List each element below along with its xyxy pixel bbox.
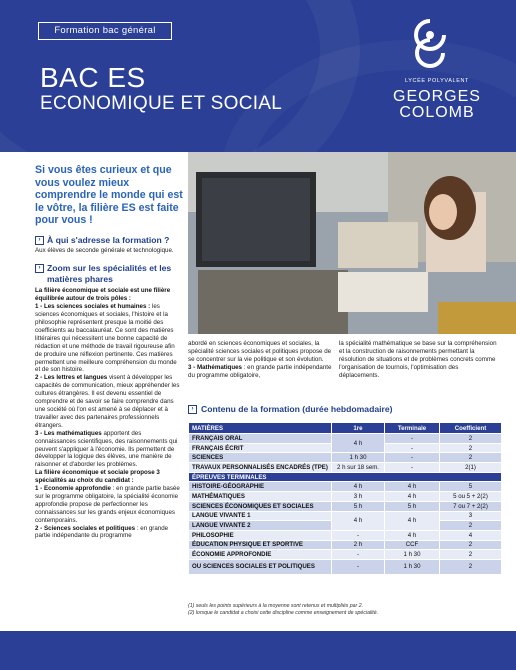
footnote-2: (2) lorsque le candidat a choisi cette discipline comme enseignement de spécialité. [188, 610, 379, 617]
table-row: HISTOIRE-GÉOGRAPHIE 4 h 4 h 5 [189, 482, 502, 492]
table-row: TRAVAUX PERSONNALISÉS ENCADRÉS (TPE) 2 h sur 18 sem. - 2(1) [189, 463, 502, 473]
page-title: BAC ES [40, 62, 146, 93]
page-subtitle: ECONOMIQUE ET SOCIAL [40, 93, 283, 114]
table-title: › Contenu de la formation (durée hebdomadaire) [188, 404, 392, 414]
students-photo [188, 152, 516, 334]
col-header-terminale: Terminale [385, 423, 440, 434]
left-column [35, 164, 183, 540]
table-row: MATHÉMATIQUES 3 h 4 h 5 ou 5 + 2(2) [189, 492, 502, 502]
table-row: OU SCIENCES SOCIALES ET POLITIQUES - 1 h 30 2 [189, 559, 502, 574]
table-row: PHILOSOPHIE - 4 h 4 [189, 530, 502, 540]
col-header-premiere: 1re [332, 423, 385, 434]
table-footnotes [188, 603, 508, 617]
logo-name-line2: COLOMB [399, 104, 475, 121]
arrow-box-icon: › [35, 264, 44, 273]
arrow-box-icon: › [188, 405, 197, 414]
footnote-1: (1) seuls les points supérieurs à la moyenne sont retenus et multipliés par 2. [188, 603, 364, 609]
section-heading-audience: › À qui s'adresse la formation ? [35, 235, 183, 246]
school-logo-icon [413, 18, 447, 70]
col-header-coefficient: Coefficient [440, 423, 502, 434]
table-row: SCIENCES 1 h 30 - 2 [189, 453, 502, 463]
header-banner [0, 0, 516, 152]
table-row: FRANÇAIS ÉCRIT - 2 [189, 443, 502, 453]
logo-subtitle: LYCÉE POLYVALENT [404, 78, 469, 84]
footer-band [0, 631, 516, 670]
section-heading-specialties: › Zoom sur les spécialités et les matières phares [35, 263, 183, 284]
table-header-row [189, 423, 502, 434]
curriculum-table [188, 422, 502, 575]
middle-column-text: abordé en sciences économiques et sociales, la spécialité sciences sociales et politiques propose de se concentrer sur la vie politique et son évolution. 3 - Mathématiques : en grande partie indépendante du programme obligatoire, [188, 340, 332, 379]
formation-badge: Formation bac général [38, 22, 172, 40]
table-row: LANGUE VIVANTE 1 4 h 4 h 3 [189, 511, 502, 521]
table-row: FRANÇAIS ORAL 4 h - 2 [189, 434, 502, 444]
right-column-text: la spécialité mathématique se base sur la compréhension et la construction de raisonnements permettant la résolution de situations et de problèmes concrets comme l'organisation de tournois, l'optimisation des déplacements. [339, 340, 497, 379]
table-row: ÉCONOMIE APPROFONDIE - 1 h 30 2 [189, 550, 502, 560]
table-row: SCIENCES ÉCONOMIQUES ET SOCIALES 5 h 5 h 7 ou 7 + 2(2) [189, 501, 502, 511]
arrow-box-icon: › [35, 236, 44, 245]
lead-paragraph: Si vous êtes curieux et que vous voulez mieux comprendre le monde qui est le vôtre, la filière ES est faite pour vous ! [35, 164, 183, 227]
table-row: ÉDUCATION PHYSIQUE ET SPORTIVE 2 h CCF 2 [189, 540, 502, 550]
table-row: LANGUE VIVANTE 2 2 [189, 521, 502, 531]
audience-text: Aux élèves de seconde générale et technologique. [35, 247, 174, 255]
col-header-subjects: MATIÈRES [189, 423, 332, 434]
specialties-text: La filière économique et sociale est une filière équilibrée autour de trois pôles : 1 - Les sciences sociales et humaines : les sciences économiques et sociales, l'histoire et la philosophie représentent presque la moitié des coefficients au baccalauréat. Ce sont des matières littéraires qui nécessitent une bonne capacité de rédaction et une méthode de travail rigoureuse afin de produire une réflexion pertinente. Ces matières permettent une meilleure compréhension du monde et de son histoire. 2 - Les lettres et langues visent à développer les capacités de communication, mieux appréhender les cultures étrangères. Il est devenu essentiel de comprendre et de savoir se faire comprendre dans une société où l'on est amené à se déplacer et à travailler avec des partenaires professionnels étrangers. 3 - Les mathématiques apportent des connaissances scientifiques, des raisonnements qui peuvent s'appliquer à l'économie. Ils permettent de développer la logique des élèves, une manière de raisonner et d'aborder les problèmes. La filière économique et sociale propose 3 spécialités au choix du candidat : 1 - Economie approfondie : en grande partie basée sur le programme obligatoire, la spécialité économie approfondie propose de perfectionner les connaissances sur les grands enjeux économiques contemporains. 2 - Sciences sociales et politiques : en grande partie indépendante du programme [35, 287, 180, 540]
table-subheader-row: ÉPREUVES TERMINALES [189, 472, 502, 482]
logo-name-line1: GEORGES [393, 88, 481, 105]
